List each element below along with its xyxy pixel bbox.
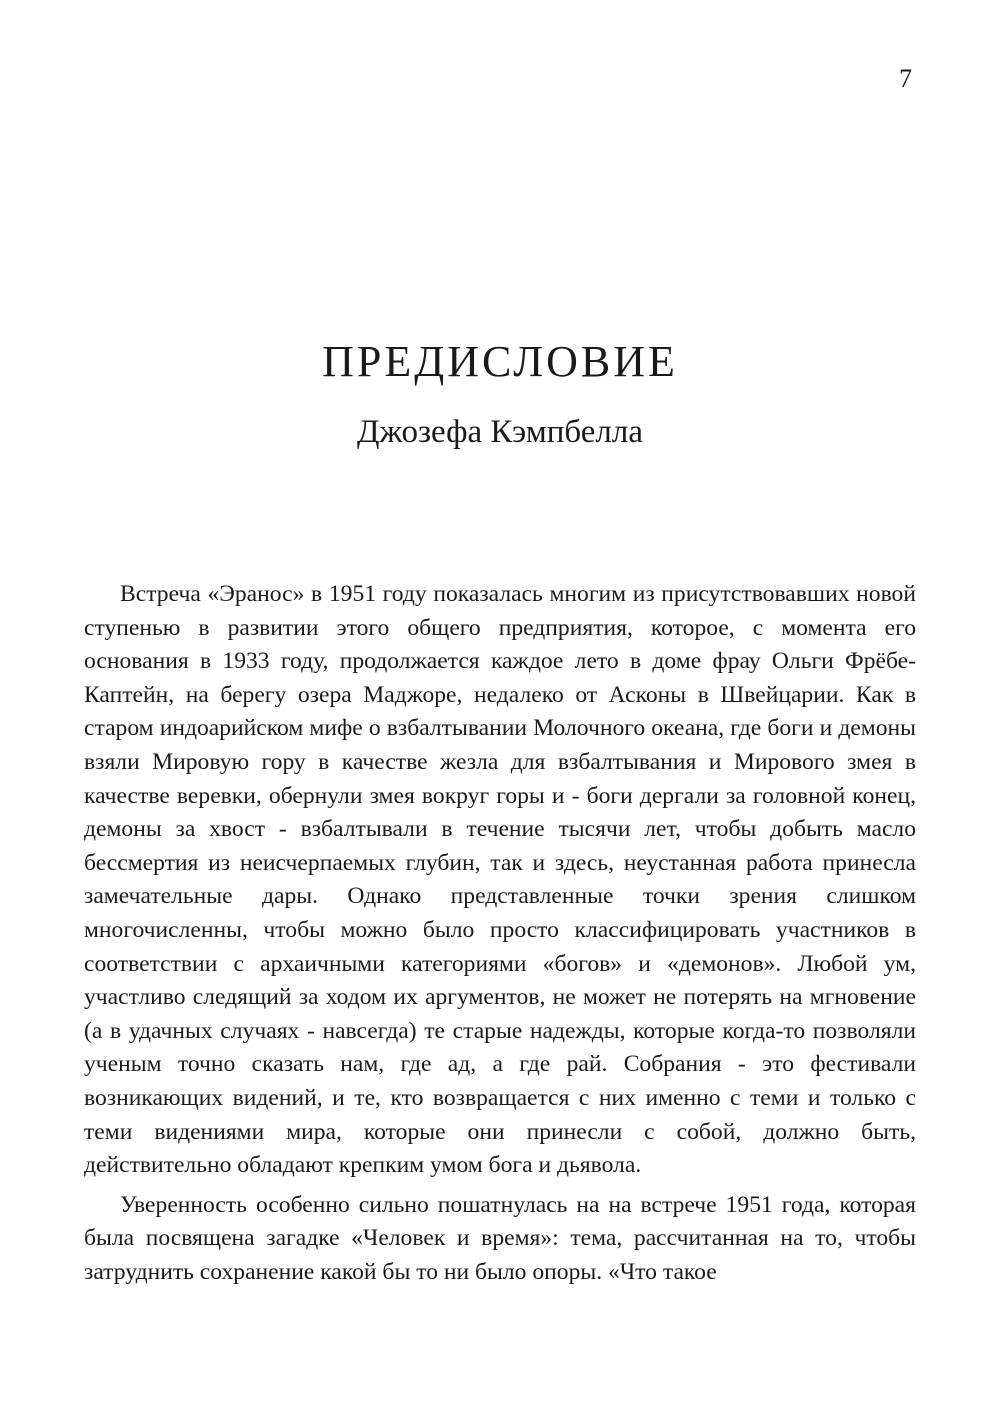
paragraph: Встреча «Эранос» в 1951 году показалась многим из присутствовавших новой ступенью в развитии этого общего предприятия, которое, с момента его основания в 1933 году, продолжается каждое лето в доме фрау Ольги Фрёбе-Каптейн, на берегу озера Маджоре, недалеко от Асконы в Швейцарии. Как в старом индоарийском мифе о взбалтывании Молочного океана, где боги и демоны взяли Мировую гору в качестве жезла для взбалтывания и Мирового змея в качестве веревки, обернули змея вокруг горы и - боги дергали за головной конец, демоны за хвост - взбалтывали в течение тысячи лет, чтобы добыть масло бессмертия из неисчерпаемых глубин, так и здесь, неустанная работа принесла замечательные дары. Однако представленные точки зрения слишком многочисленны, чтобы можно было просто классифицировать участников в соответствии с архаичными категориями «богов» и «демонов». Любой ум, участливо следящий за ходом их аргументов, не может не потерять на мгновение (а в удачных случаях - навсегда) те старые надежды, которые когда-то позволяли ученым точно сказать нам, где ад, а где рай. Собрания - это фестивали возникающих видений, и те, кто возвращается с них именно с теми и только с теми видениями мира, которые они принесли с собой, должно быть, действительно обладают крепким умом бога и дьявола. bbox=[84, 581, 916, 1179]
chapter-title: ПРЕДИСЛОВИЕ bbox=[322, 337, 678, 386]
page-number: 7 bbox=[899, 64, 912, 93]
chapter-subtitle: Джозефа Кэмпбелла bbox=[357, 414, 643, 450]
title-block bbox=[0, 332, 1000, 454]
paragraph: Уверенность особенно сильно пошатнулась на на встрече 1951 года, которая была посвящена загадке «Человек и время»: тема, рассчитанная на то, чтобы затруднить сохранение какой бы то ни было опоры. «Что такое bbox=[84, 1191, 916, 1285]
body-text bbox=[84, 578, 916, 1295]
